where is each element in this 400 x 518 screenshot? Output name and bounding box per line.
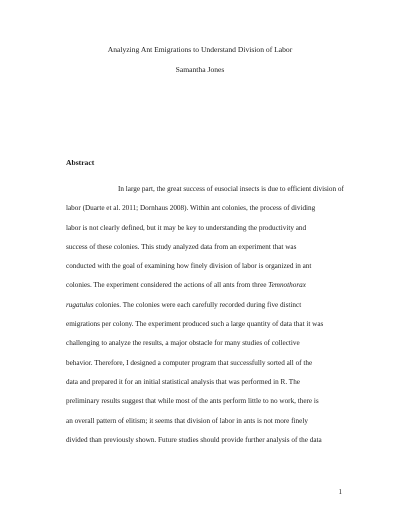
- abstract-line-text: colonies. The colonies were each carefully recorded during five distinct: [95, 300, 302, 309]
- abstract-heading: Abstract: [66, 158, 95, 167]
- abstract-line: emigrations per colony. The experiment produced such a large quantity of data that it was: [66, 320, 324, 329]
- paper-title: Analyzing Ant Emigrations to Understand Division of Labor: [107, 45, 293, 54]
- page-number: 1: [338, 488, 342, 496]
- abstract-line: data and prepared it for an initial statistical analysis that was performed in R. The: [66, 377, 300, 386]
- abstract-line: an overall pattern of elitism; it seems that division of labor in ants is not more finely: [66, 416, 308, 425]
- abstract-line: success of these colonies. This study analyzed data from an experiment that was: [66, 242, 297, 251]
- abstract-body: [66, 180, 342, 450]
- abstract-line-with-species: [66, 296, 342, 315]
- abstract-line: labor is not clearly defined, but it may be key to understanding the productivity and: [66, 223, 307, 232]
- abstract-line-text: colonies. The experiment considered the actions of all ants from three: [66, 281, 269, 290]
- abstract-line: labor (Duarte et al. 2011; Dornhaus 2008). Within ant colonies, the process of dividing: [66, 204, 316, 213]
- author-name: Samantha Jones: [175, 65, 225, 74]
- species-genus: Temnothorax: [268, 281, 306, 290]
- abstract-line-with-species: [66, 276, 342, 295]
- abstract-line: behavior. Therefore, I designed a computer program that successfully sorted all of the: [66, 358, 313, 367]
- abstract-line: conducted with the goal of examining how finely division of labor is organized in ant: [66, 262, 312, 271]
- species-epithet: rugatulus: [66, 300, 94, 309]
- abstract-line: preliminary results suggest that while most of the ants perform little to no work, there is: [66, 397, 319, 406]
- abstract-line: In large part, the great success of eusocial insects is due to efficient division of: [118, 185, 344, 193]
- abstract-line: challenging to analyze the results, a major obstacle for many studies of collective: [66, 339, 300, 348]
- abstract-line: divided than previously shown. Future studies should provide further analysis of the data: [66, 435, 322, 444]
